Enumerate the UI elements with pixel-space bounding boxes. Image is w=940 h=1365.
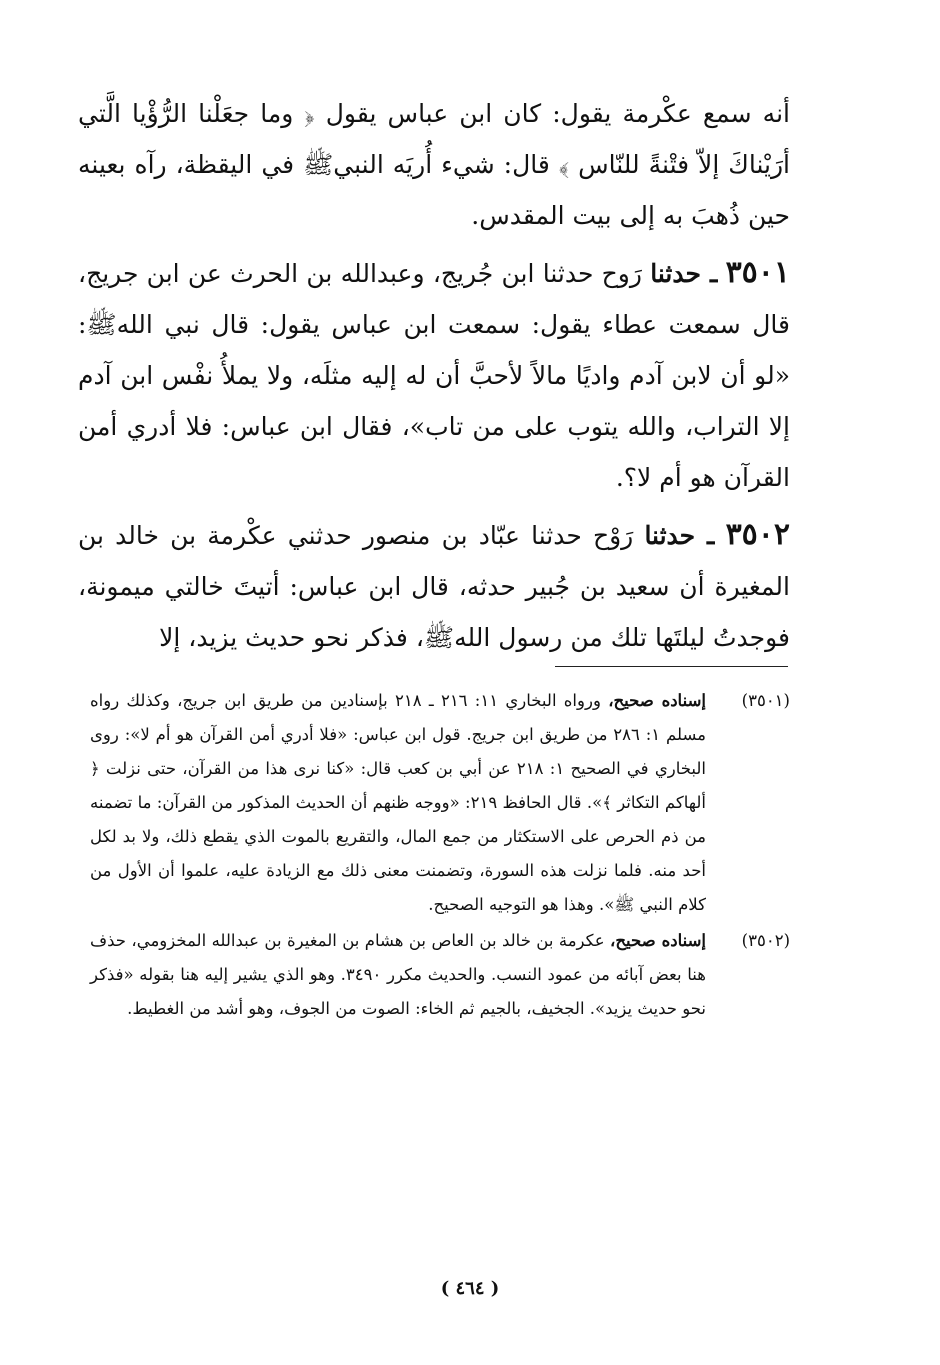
hadith-number: ٣٥٠٢ [725,517,791,552]
footnote-3502 [90,924,790,1026]
footnote-head: إسناده صحيح، [610,931,706,950]
footnote-text: ورواه البخاري ١١: ٢١٦ ـ ٢١٨ بإسنادين من طريق ابن جريج، وكذلك رواه مسلم ١: ٢٨٦ من طريق ابن جريج. قول ابن عباس: «فلا أدري أمن القرآن هو أم لا»: روى البخاري في الصحيح ١: ٢١٨ عن أبي بن كعب قال: «كنا نرى هذا من القرآن، حتى نزلت ﴿ ألهاكم التكاثر ﴾». قال الحافظ ٢١٩: «ووجه ظنهم أن الحديث المذكور من القرآن: ما تضمنه من ذم الحرص على الاستكثار من جمع المال، والتقريع بالموت الذي يقطع ذلك، ولا بد لكل أحد منه. فلما نزلت هذه السورة، وتضمنت معنى ذلك مع الزيادة عليه، علموا أن الأول من كلام النبي ﷺ». وهذا هو التوجيه الصحيح. [90,691,707,914]
footnote-head: إسناده صحيح، [608,691,706,710]
footnote-text: عكرمة بن خالد بن العاص بن هشام بن المغيرة بن عبدالله المخزومي، حذف هنا بعض آبائه من عمود النسب. والحديث مكرر ٣٤٩٠. وهو الذي يشير إليه هنا بقوله «فذكر نحو حديث يزيد». الجخيف، بالجيم ثم الخاء: الصوت من الجوف، وهو أشد من الغطيط. [90,931,706,1018]
footnote-3501 [90,684,790,922]
footnote-divider [555,666,788,667]
intro-paragraph: أنه سمع عكْرمة يقول: كان ابن عباس يقول ﴿ وما جعَلْنا الرُّؤْيا الَّتي أرَيْناكَ إلاّ فتْنةً للنّاس ﴾ قال: شيء أُريَه النبيﷺ في اليقظة، رآه بعينه حين ذُهبَ به إلى بيت المقدس. [78,99,790,230]
page-number: ( ٤٦٤ ) [440,1278,500,1299]
footnote-number: (٣٥٠٢) [741,931,790,950]
footnote-number: (٣٥٠١) [741,691,790,710]
hadith-3502 [78,509,790,663]
hadith-3501 [78,247,790,503]
hadith-label: ـ حدثنا [644,521,715,550]
hadith-text: رَوْح حدثنا عبّاد بن منصور حدثني عكْرمة بن خالد بن المغيرة أن سعيد بن جُبير حدثه، قال ابن عباس: أتيتَ خالتي ميمونة، فوجدتُ ليلتَها تلك من رسول اللهﷺ، فذكر نحو حديث يزيد، إلا [78,521,790,652]
hadith-text: رَوح حدثنا ابن جُريج، وعبدالله بن الحرث عن ابن جريج، قال سمعت عطاء يقول: سمعت ابن عباس يقول: قال نبي اللهﷺ: «لو أن لابن آدم واديًا مالاً لأحبَّ أن له إليه مثلَه، ولا يملأُ نفْس ابن آدم إلا التراب، والله يتوب على من تاب»، فقال ابن عباس: فلا أدري أمن القرآن هو أم لا؟. [78,259,790,492]
footnotes [90,684,790,1028]
hadith-number: ٣٥٠١ [725,255,791,290]
hadith-label: ـ حدثنا [650,259,718,288]
main-text [78,88,790,669]
